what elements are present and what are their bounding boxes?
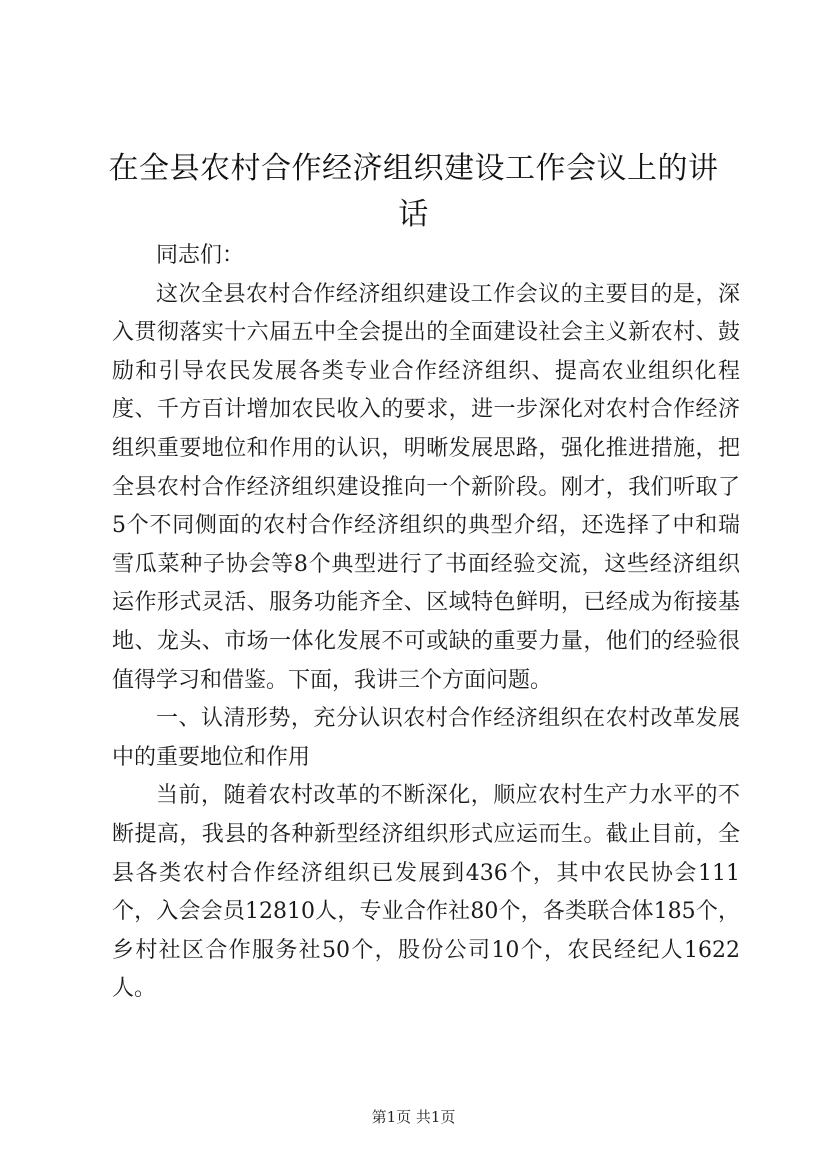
body-paragraph: 这次全县农村合作经济组织建设工作会议的主要目的是，深入贯彻落实十六届五中全会提出的全面建设社会主义新农村、鼓励和引导农民发展各类专业合作经济组织、提高农业组织化程度、千方百计增加农民收入的要求，进一步深化对农村合作经济组织重要地位和作用的认识，明晰发展思路，强化推进措施，把全县农村合作经济组织建设推向一个新阶段。刚才，我们听取了5个不同侧面的农村合作经济组织的典型介绍，还选择了中和瑞雪瓜菜种子协会等8个典型进行了书面经验交流，这些经济组织运作形式灵活、服务功能齐全、区域特色鲜明，已经成为衔接基地、龙头、市场一体化发展不可或缺的重要力量，他们的经验很值得学习和借鉴。下面，我讲三个方面问题。 [112,281,740,693]
body-paragraph: 当前，随着农村改革的不断深化，顺应农村生产力水平的不断提高，我县的各种新型经济组织形式应运而生。截止目前，全县各类农村合作经济组织已发展到436个，其中农民协会111个，入会会员12810人，专业合作社80个，各类联合体185个，乡村社区合作服务社50个，股份公司10个，农民经纪人1622人。 [112,783,740,1002]
document-title: 在全县农村合作经济组织建设工作会议上的讲话 [108,151,719,232]
section-heading: 一、认清形势，充分认识农村合作经济组织在农村改革发展中的重要地位和作用 [112,706,740,770]
page-footer: 第1页 共1页 [371,1108,456,1126]
document-body [112,237,740,1009]
salutation-paragraph: 同志们： [156,243,245,268]
